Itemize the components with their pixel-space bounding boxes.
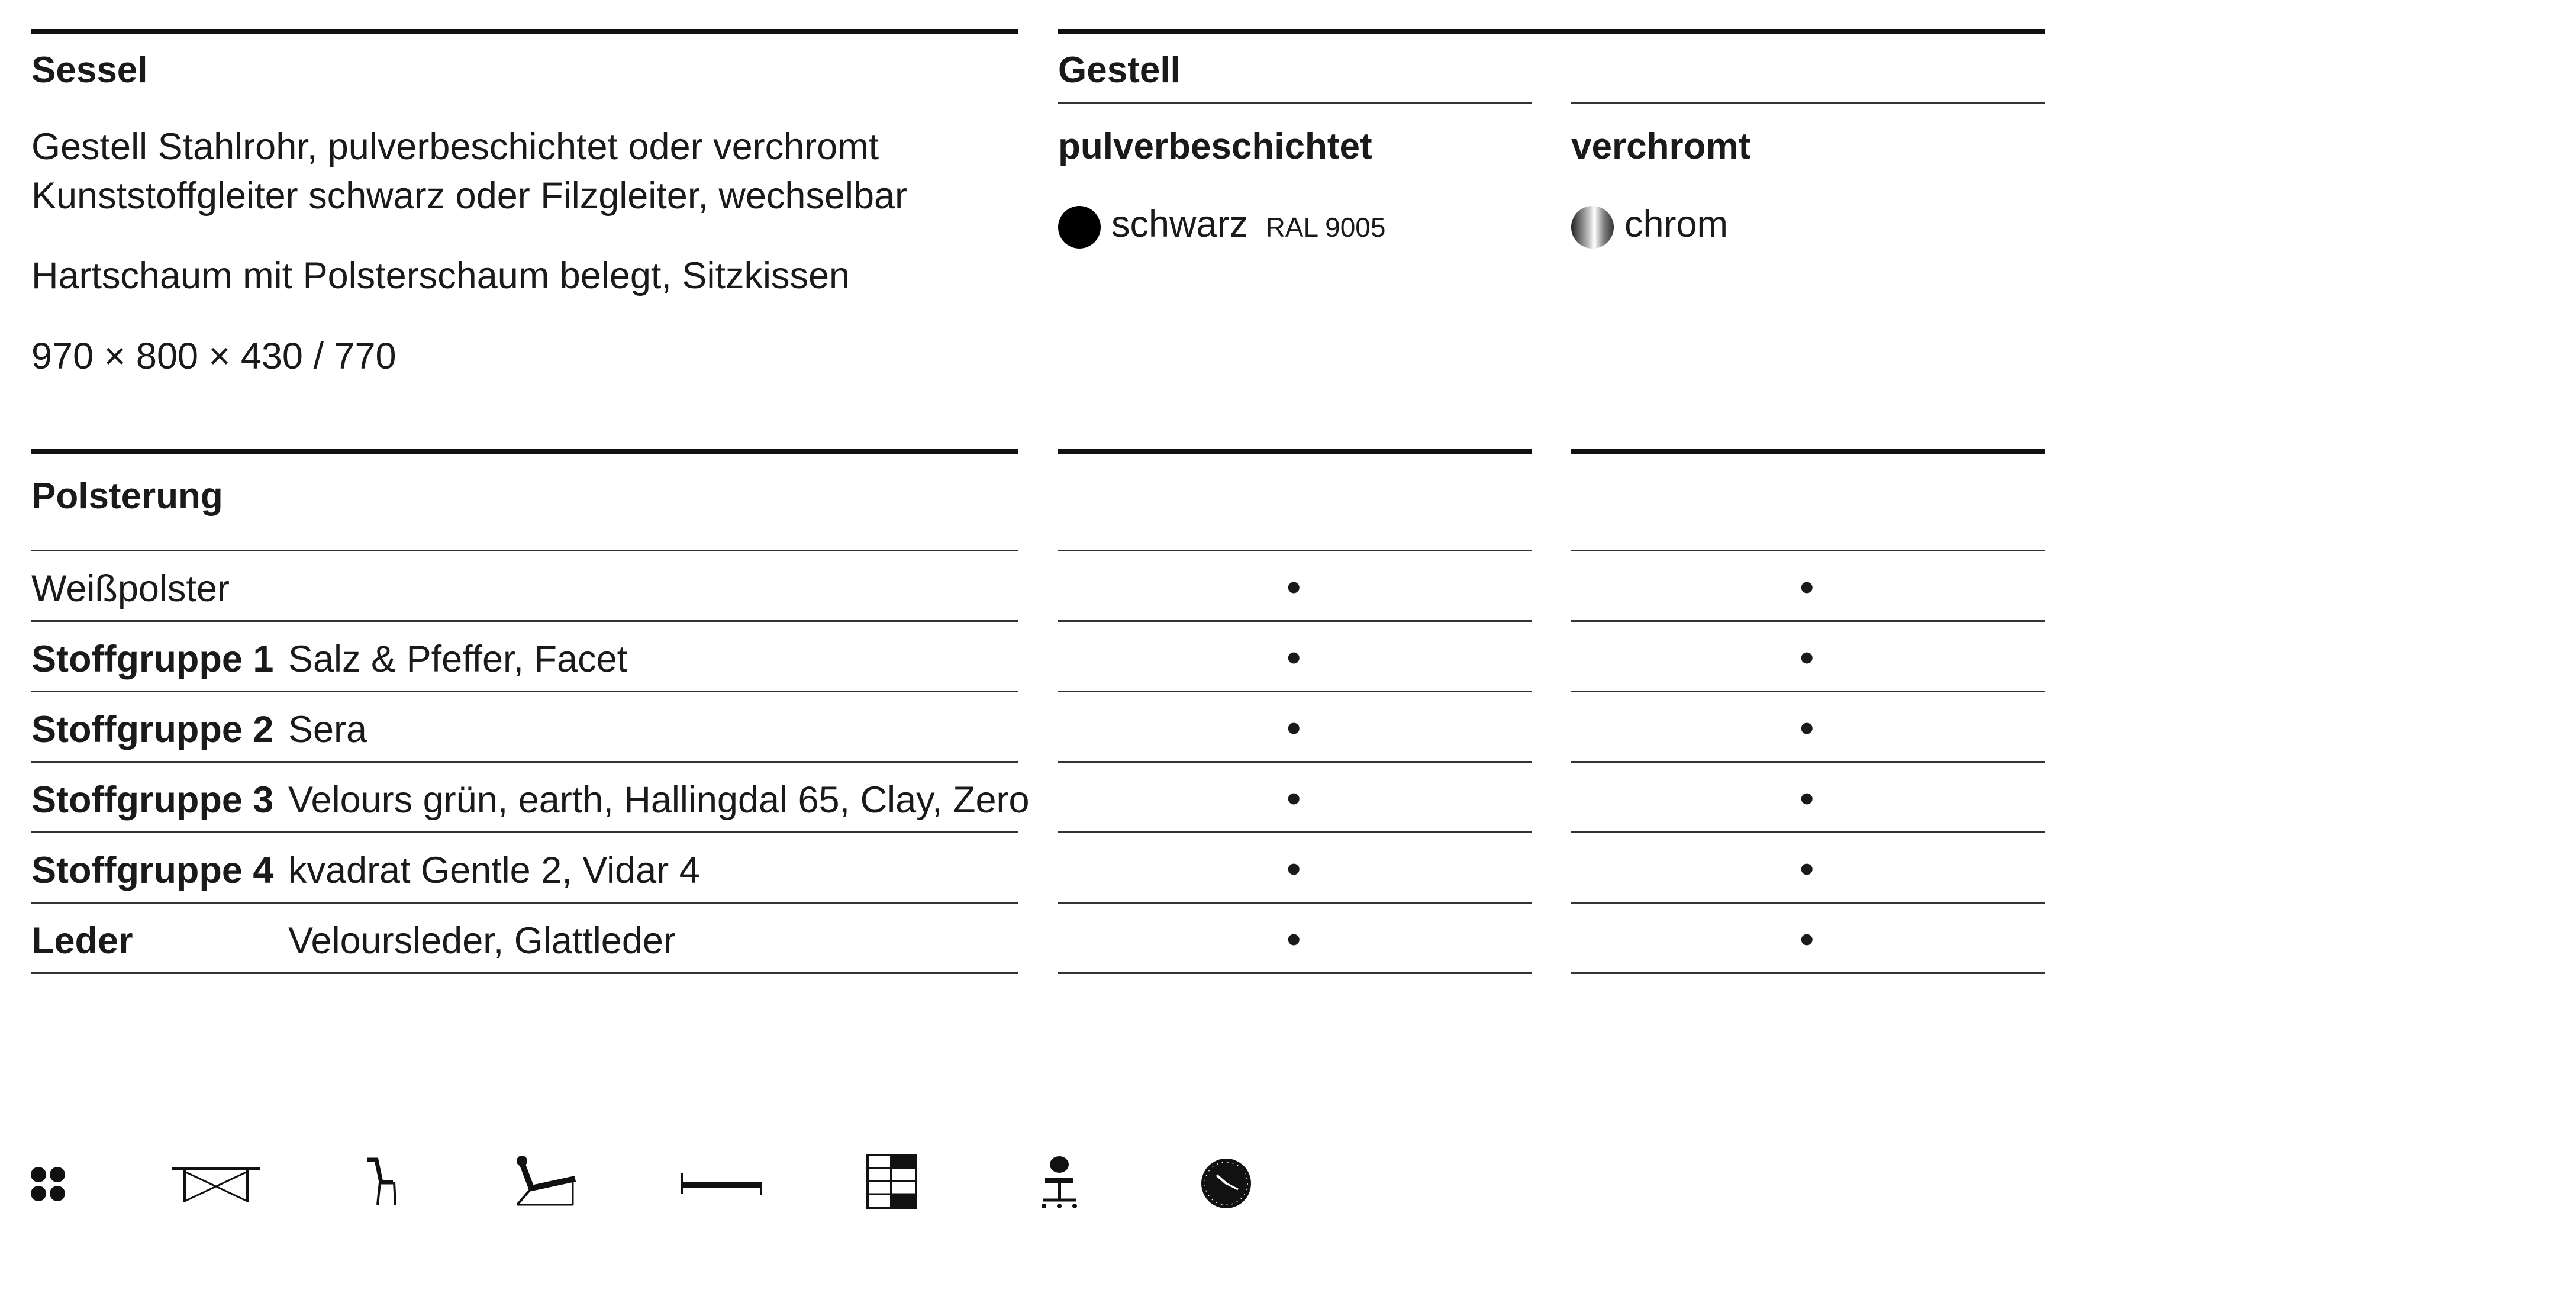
chrome-swatch-icon: [1571, 206, 1614, 249]
polsterung-col2-top-rule: [1571, 449, 2045, 454]
availability-dot: •: [1800, 705, 1814, 751]
gestell-col1-finish-code: RAL 9005: [1265, 212, 1386, 243]
gestell-col1-label: pulverbeschichtet: [1058, 126, 1372, 167]
black-swatch-icon: [1058, 206, 1101, 249]
row-materials: kvadrat Gentle 2, Vidar 4: [288, 850, 700, 891]
row-label-group: Leder: [31, 920, 133, 962]
row-divider: [1058, 691, 1532, 692]
gestell-col1-finish: [1111, 206, 1385, 243]
row-divider: [1058, 972, 1532, 974]
sessel-title: Sessel: [31, 50, 148, 91]
row-divider: [1571, 761, 2045, 763]
row-divider: [31, 902, 1018, 904]
polsterung-title: Polsterung: [31, 476, 223, 517]
row-label-plain: Weißpolster: [31, 568, 230, 609]
gestell-col1-finish-name: schwarz: [1111, 204, 1249, 245]
table-icon: [172, 1163, 260, 1205]
gestell-top-rule: [1058, 29, 2045, 34]
polsterung-header-rule: [1571, 550, 2045, 551]
availability-dot: •: [1800, 564, 1814, 610]
chair-icon: [363, 1157, 401, 1206]
gestell-col2-finish: [1624, 206, 1728, 243]
availability-dot: •: [1800, 634, 1814, 680]
availability-dot: •: [1287, 846, 1301, 892]
polsterung-col1-top-rule: [1058, 449, 1532, 454]
row-divider: [1571, 620, 2045, 622]
row-divider: [31, 972, 1018, 974]
polsterung-header-rule: [1058, 550, 1532, 551]
gestell-col2-label: verchromt: [1571, 126, 1751, 167]
sessel-desc-line3: Hartschaum mit Polsterschaum belegt, Sitzkissen: [31, 255, 850, 296]
row-divider: [1571, 902, 2045, 904]
polsterung-top-rule: [31, 449, 1018, 454]
row-divider: [31, 761, 1018, 763]
availability-dot: •: [1800, 846, 1814, 892]
row-divider: [1058, 831, 1532, 833]
availability-dot: •: [1800, 916, 1814, 962]
row-divider: [31, 831, 1018, 833]
sessel-top-rule: [31, 29, 1018, 34]
gestell-col2-finish-name: chrom: [1624, 204, 1729, 245]
sessel-dimensions: 970 × 800 × 430 / 770: [31, 336, 396, 377]
sessel-desc-line2: Kunststoffgleiter schwarz oder Filzgleiter, wechselbar: [31, 175, 908, 217]
availability-dot: •: [1287, 564, 1301, 610]
gestell-col2-thin-rule: [1571, 102, 2045, 104]
availability-dot: •: [1287, 775, 1301, 821]
row-label-group: Stoffgruppe 3: [31, 779, 274, 821]
gestell-title: Gestell: [1058, 50, 1181, 91]
row-divider: [1058, 902, 1532, 904]
availability-dot: •: [1287, 916, 1301, 962]
sessel-desc-line1: Gestell Stahlrohr, pulverbeschichtet oder verchromt: [31, 126, 879, 167]
row-materials: Velours grün, earth, Hallingdal 65, Clay, Zero: [288, 779, 1030, 821]
row-label-group: Stoffgruppe 4: [31, 850, 274, 891]
row-label-group: Stoffgruppe 2: [31, 709, 274, 750]
availability-dot: •: [1287, 634, 1301, 680]
lounge-chair-icon: [514, 1153, 579, 1207]
availability-dot: •: [1800, 775, 1814, 821]
clock-icon: [1200, 1157, 1252, 1209]
row-materials: Veloursleder, Glattleder: [288, 920, 676, 962]
row-divider: [1571, 972, 2045, 974]
row-label-group: Stoffgruppe 1: [31, 638, 274, 680]
row-divider: [1571, 831, 2045, 833]
shelf-icon: [866, 1154, 917, 1209]
office-chair-icon: [1040, 1154, 1078, 1209]
row-materials: Sera: [288, 709, 367, 750]
gestell-col1-thin-rule: [1058, 102, 1532, 104]
row-divider: [31, 691, 1018, 692]
availability-dot: •: [1287, 705, 1301, 751]
row-divider: [31, 620, 1018, 622]
row-divider: [1571, 691, 2045, 692]
row-materials: Salz & Pfeffer, Facet: [288, 638, 628, 680]
polsterung-header-rule: [31, 550, 1018, 551]
row-divider: [1058, 620, 1532, 622]
bed-icon: [681, 1169, 762, 1198]
four-dots-icon: [30, 1166, 66, 1202]
row-divider: [1058, 761, 1532, 763]
